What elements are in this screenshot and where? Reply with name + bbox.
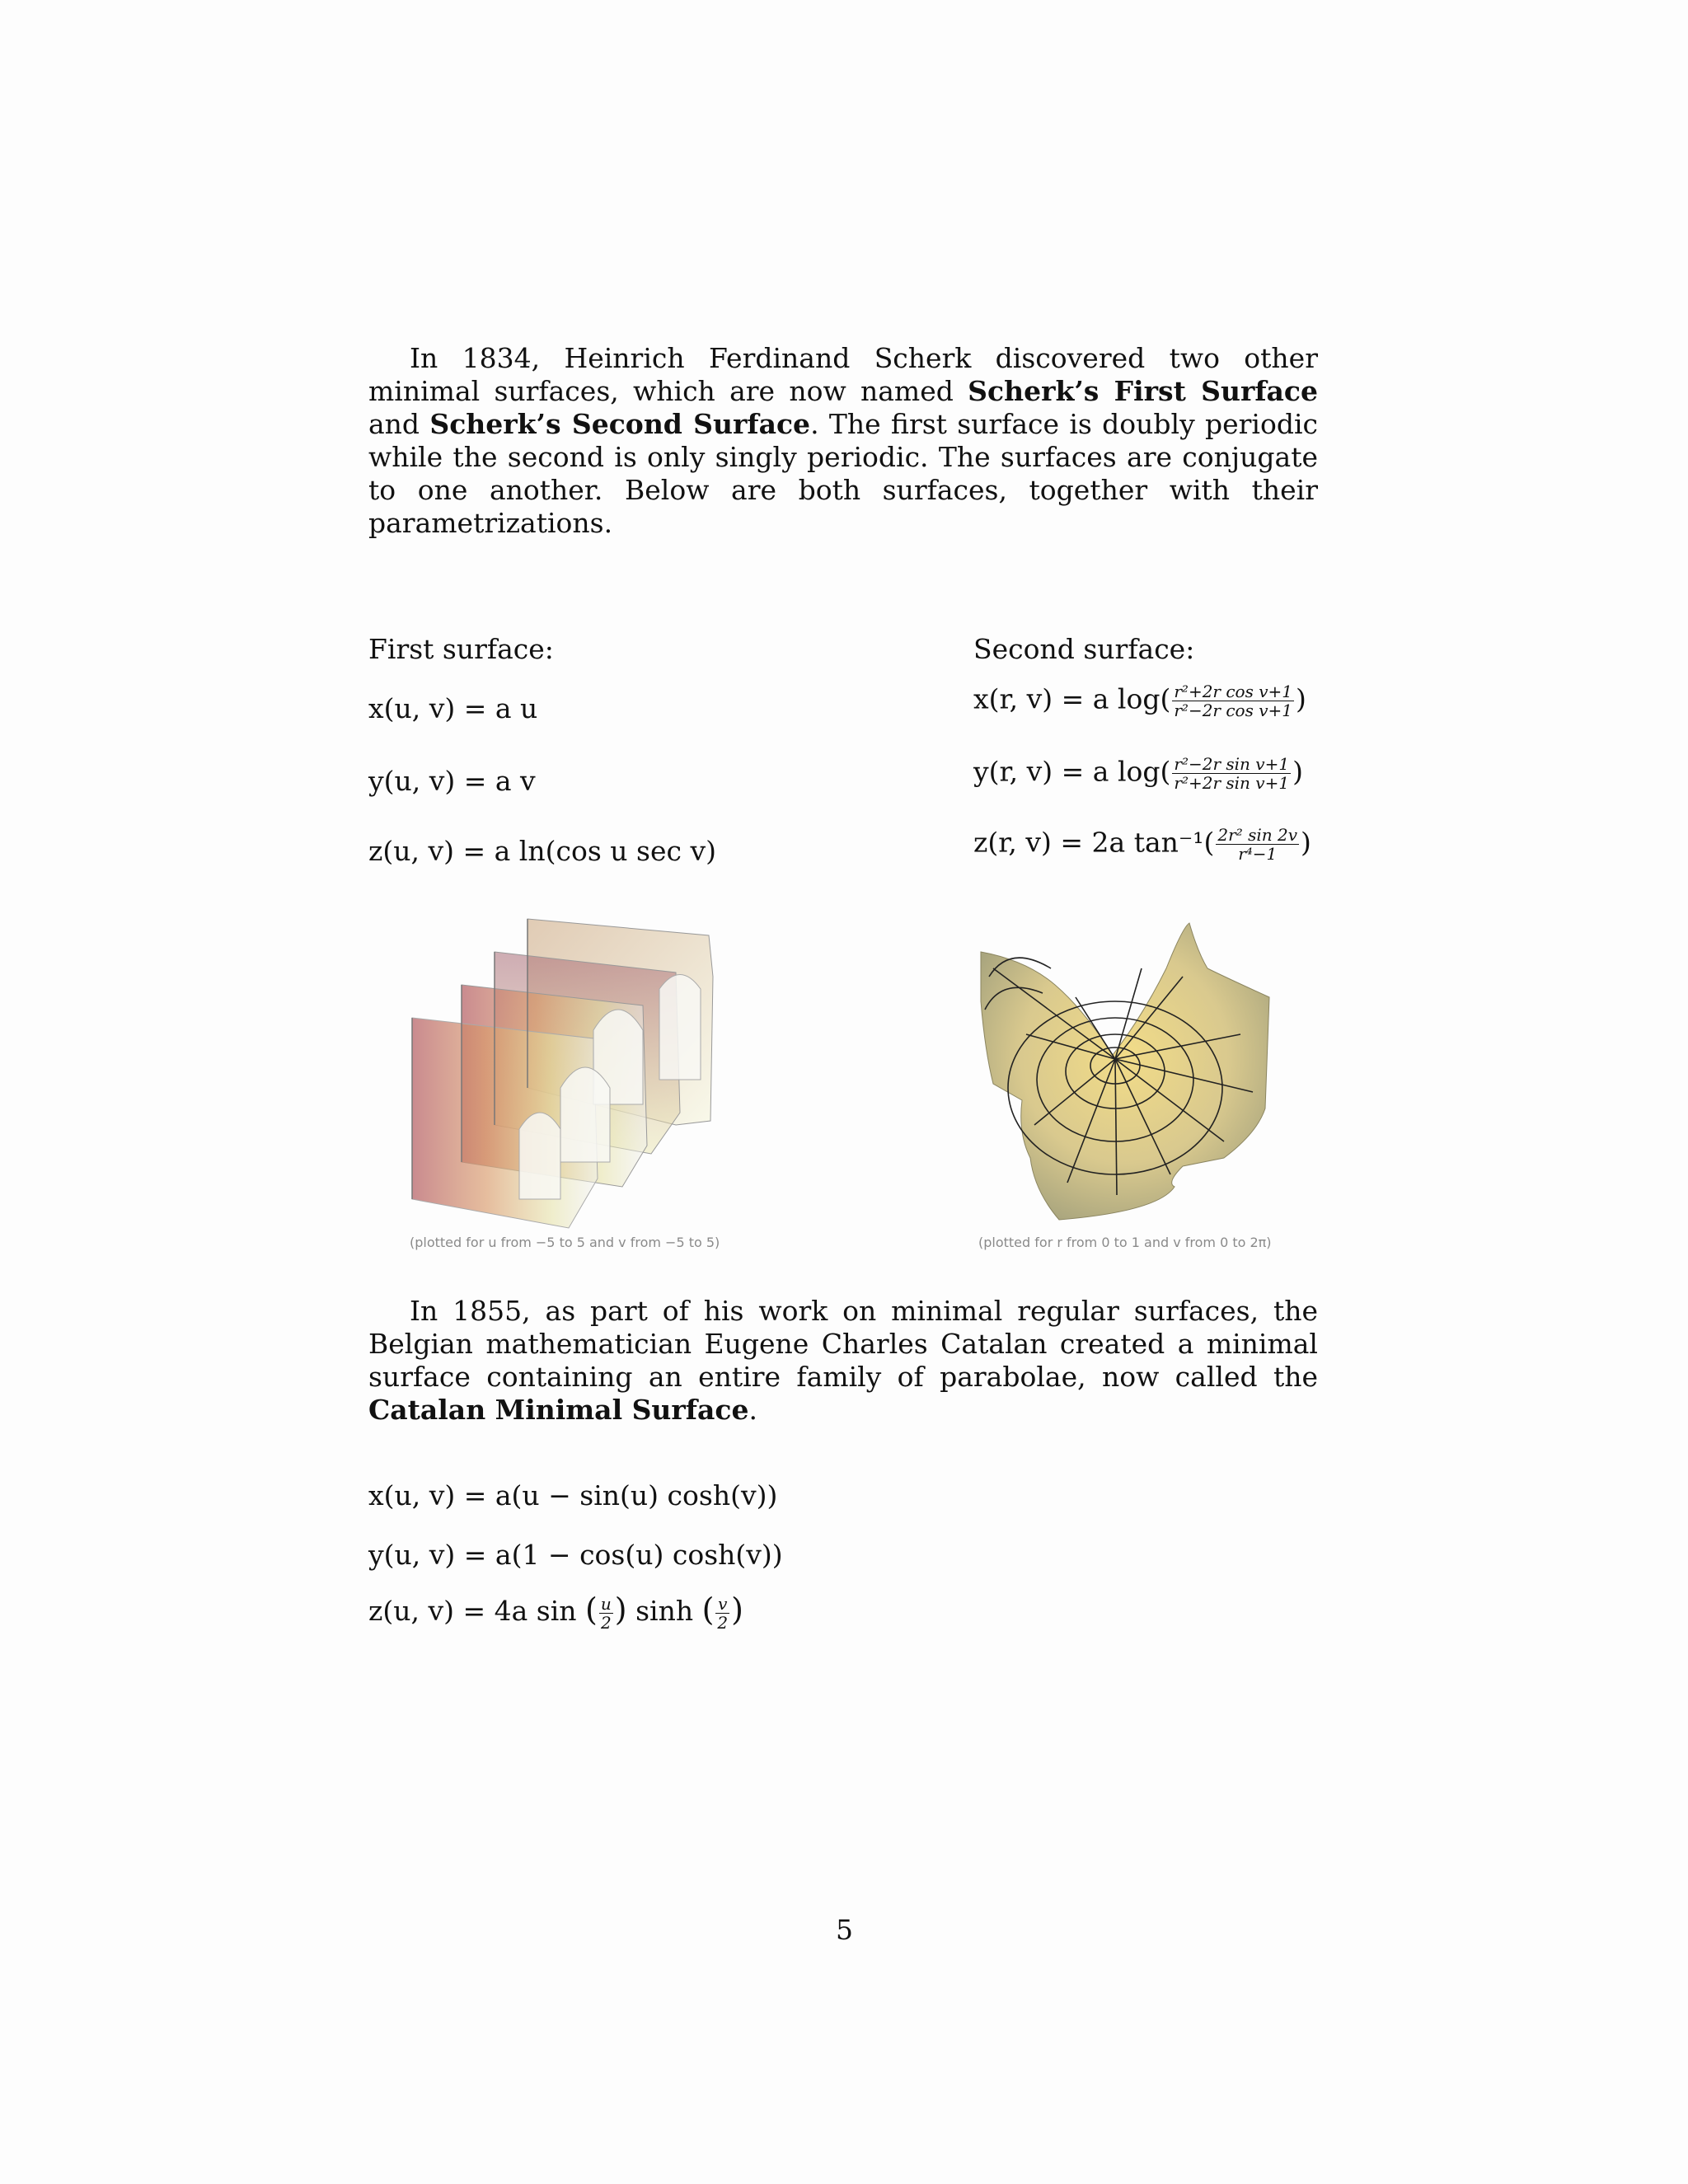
scherk-first-term: Scherk’s First Surface xyxy=(968,375,1318,407)
second-z-close: ) xyxy=(1301,826,1311,859)
second-x-close: ) xyxy=(1295,682,1306,715)
catalan-x-equation: x(u, v) = a(u − sin(u) cosh(v)) xyxy=(368,1479,778,1511)
catalan-z-frac2-num: v xyxy=(715,1595,729,1614)
second-y-fraction xyxy=(1172,755,1291,792)
second-z-numerator: 2r² sin 2v xyxy=(1217,825,1298,845)
catalan-z-mid: sinh xyxy=(635,1595,694,1627)
intro-text-3: . The first surface is doubly periodic while the second is only singly periodic. The surfaces are conjugate to one another. Below are both surfaces, together with their parametrizations. xyxy=(368,408,1319,539)
first-surface-title: First surface: xyxy=(368,633,554,665)
second-y-denominator: r²+2r sin v+1 xyxy=(1174,773,1290,793)
scherk-first-surface-figure xyxy=(387,915,816,1244)
second-y-numerator: r²−2r sin v+1 xyxy=(1174,754,1290,774)
catalan-z-prefix: z(u, v) = 4a sin xyxy=(368,1595,577,1627)
catalan-z-frac2-den: 2 xyxy=(717,1612,729,1633)
catalan-text-1: In 1855, as part of his work on minimal regular surfaces, the Belgian mathematician Eugene Charles Catalan created a minimal surface containing an entire family of parabolae, now called the xyxy=(368,1295,1318,1393)
catalan-z-frac1-num: u xyxy=(600,1593,612,1614)
catalan-z-fraction-u xyxy=(599,1595,613,1632)
second-x-prefix: x(r, v) = a log( xyxy=(973,682,1171,715)
first-y-equation: y(u, v) = a v xyxy=(368,765,536,797)
second-y-close: ) xyxy=(1292,755,1303,788)
second-x-fraction xyxy=(1172,682,1294,719)
catalan-term: Catalan Minimal Surface xyxy=(368,1394,749,1426)
second-y-equation xyxy=(973,755,1303,792)
page-number: 5 xyxy=(836,1914,853,1946)
catalan-z-fraction-v xyxy=(715,1595,729,1632)
second-z-denominator: r⁴−1 xyxy=(1238,844,1278,864)
scherk-second-term: Scherk’s Second Surface xyxy=(429,408,811,440)
intro-paragraph xyxy=(368,342,1318,540)
catalan-z-frac1-den: 2 xyxy=(600,1612,612,1633)
first-figure-caption: (plotted for u from −5 to 5 and v from −5 to 5) xyxy=(410,1235,720,1250)
catalan-equations xyxy=(368,1479,863,1644)
catalan-z-equation: z(u, v) = 4a sin ( $\frac{u}{2}$ ) sinh ( $\frac{v}{2}$ ) xyxy=(368,1591,743,1633)
second-x-numerator: r²+2r cos v+1 xyxy=(1174,682,1292,701)
second-x-equation xyxy=(973,682,1306,719)
first-x-equation: x(u, v) = a u xyxy=(368,692,538,724)
catalan-y-equation: y(u, v) = a(1 − cos(u) cosh(v)) xyxy=(368,1539,783,1571)
second-x-denominator: r²−2r cos v+1 xyxy=(1174,701,1292,720)
second-z-fraction xyxy=(1216,826,1299,863)
intro-text-1: In 1834, Heinrich Ferdinand Scherk discovered two other minimal surfaces, which are now named xyxy=(368,342,1318,407)
second-surface-column xyxy=(973,633,1336,880)
first-z-equation: z(u, v) = a ln(cos u sec v) xyxy=(368,835,716,867)
second-z-prefix: z(r, v) = 2a tan⁻¹( xyxy=(973,826,1215,859)
catalan-paragraph xyxy=(368,1295,1318,1427)
first-surface-column xyxy=(368,633,830,880)
catalan-text-2: . xyxy=(748,1394,757,1426)
second-figure-caption: (plotted for r from 0 to 1 and v from 0 to 2π) xyxy=(978,1235,1272,1250)
second-y-prefix: y(r, v) = a log( xyxy=(973,755,1171,788)
second-surface-title: Second surface: xyxy=(973,633,1195,665)
scherk-second-surface-figure xyxy=(977,919,1290,1232)
second-z-equation xyxy=(973,826,1311,863)
intro-text-2: and xyxy=(368,408,430,440)
